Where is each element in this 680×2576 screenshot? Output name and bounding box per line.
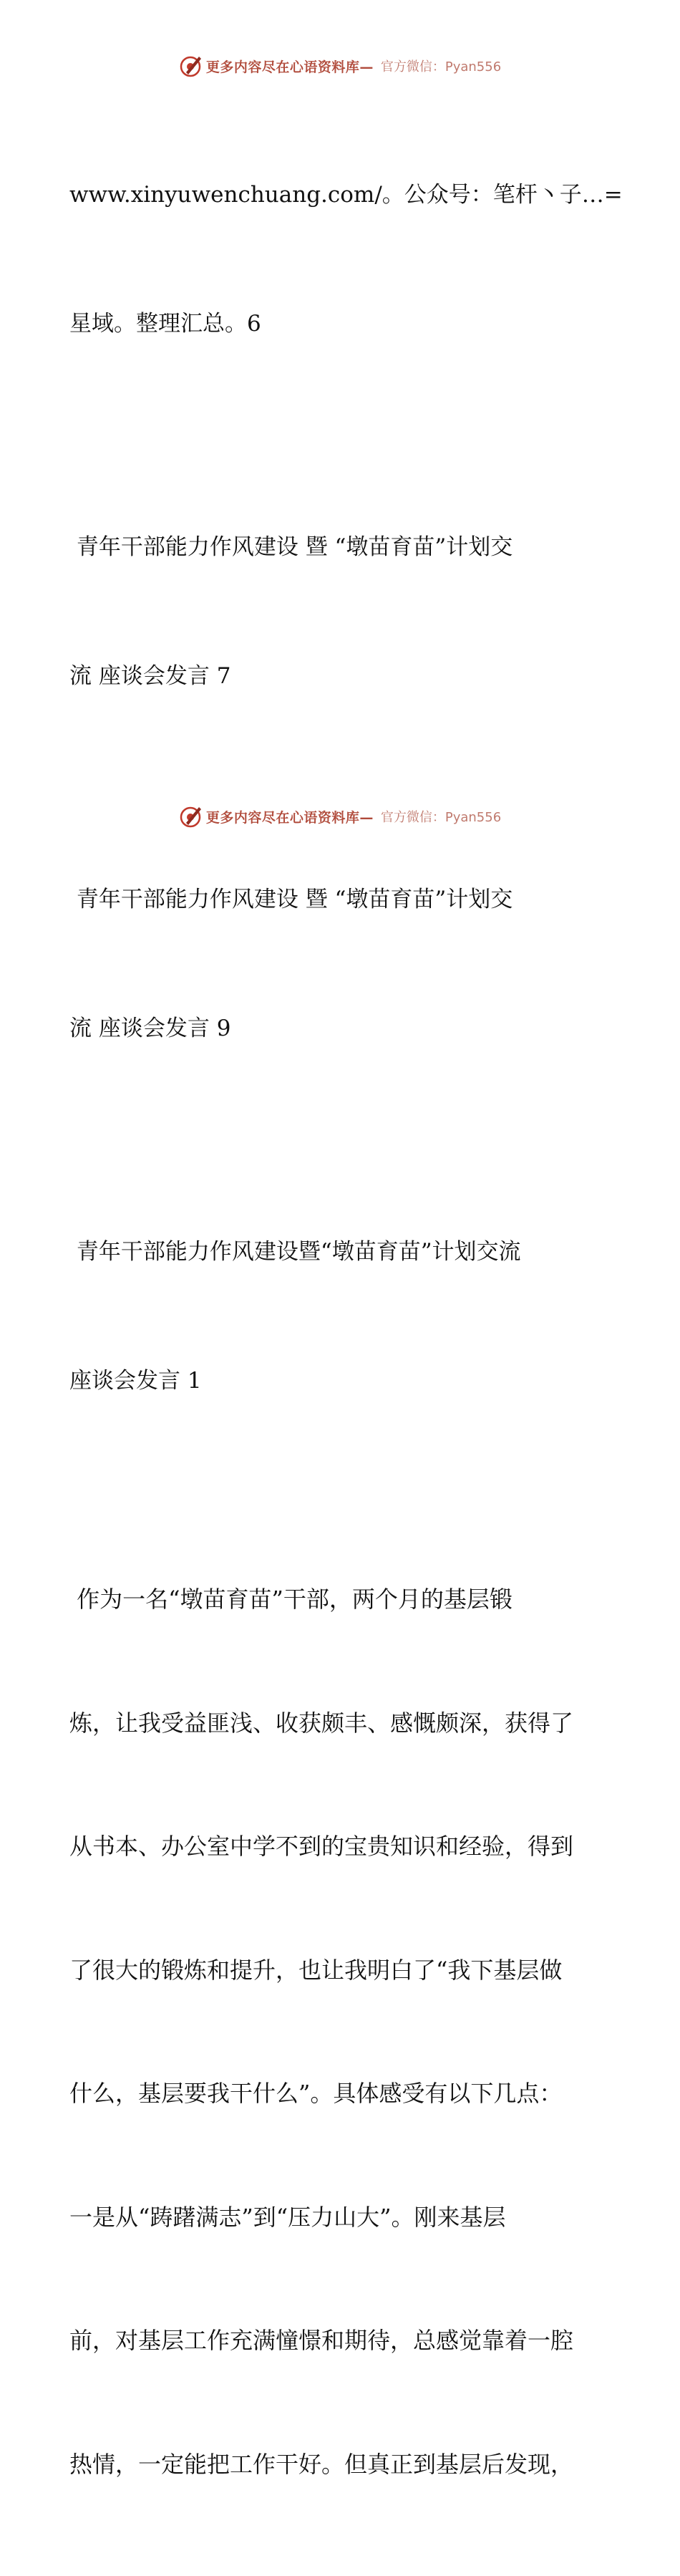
paragraph-heading-1	[69, 1144, 613, 1488]
paragraph-body	[69, 1497, 613, 2567]
text-line: 一是从“踌躇满志”到“压力山大”。刚来基层	[69, 2203, 506, 2231]
text-line: 了很大的锻炼和提升，也让我明白了“我下基层做	[69, 1956, 563, 1984]
banner-wechat: 官方微信：Pyan556	[380, 59, 502, 74]
text-line: 炼，让我受益匪浅、收获颇丰、感慨颇深，获得了	[69, 1709, 574, 1737]
text-line: 青年干部能力作风建设 暨 “墩苗育苗”计划交	[69, 534, 513, 560]
text-line: 流 座谈会发言 9	[69, 1016, 231, 1041]
quill-logo-icon	[179, 54, 203, 78]
text-line: 作为一名“墩苗育苗”干部，两个月的基层锻	[69, 1586, 513, 1613]
text-line: 星域。整理汇总。6	[69, 311, 261, 337]
document-page	[69, 87, 623, 2576]
text-line: 热情，一定能把工作干好。但真正到基层后发现，	[69, 2450, 574, 2478]
paragraph-heading-9	[69, 792, 613, 1136]
paragraph-website	[69, 87, 623, 431]
banner-wechat: 官方微信：Pyan556	[380, 810, 502, 825]
banner-text: 更多内容尽在心语资料库—	[205, 809, 374, 826]
text-line: 前，对基层工作充满憧憬和期待，总感觉靠着一腔	[69, 2327, 574, 2354]
text-line: 座谈会发言 1	[69, 1368, 202, 1394]
text-line: 流 座谈会发言 7	[69, 663, 231, 689]
text-line: 什么，基层要我干什么”。具体感受有以下几点：	[69, 2080, 563, 2107]
text-line: 青年干部能力作风建设 暨 “墩苗育苗”计划交	[69, 887, 513, 912]
text-line: www.xinyuwenchuang.com/。公众号：笔杆丶子…=	[69, 182, 623, 208]
paragraph-heading-7	[69, 440, 613, 783]
quill-logo-icon	[179, 804, 203, 829]
header-banner	[0, 52, 680, 80]
text-line: 青年干部能力作风建设暨“墩苗育苗”计划交流	[69, 1239, 521, 1265]
footer-banner	[0, 802, 680, 831]
text-line: 从书本、办公室中学不到的宝贵知识和经验，得到	[69, 1833, 574, 1860]
banner-text: 更多内容尽在心语资料库—	[205, 59, 374, 75]
